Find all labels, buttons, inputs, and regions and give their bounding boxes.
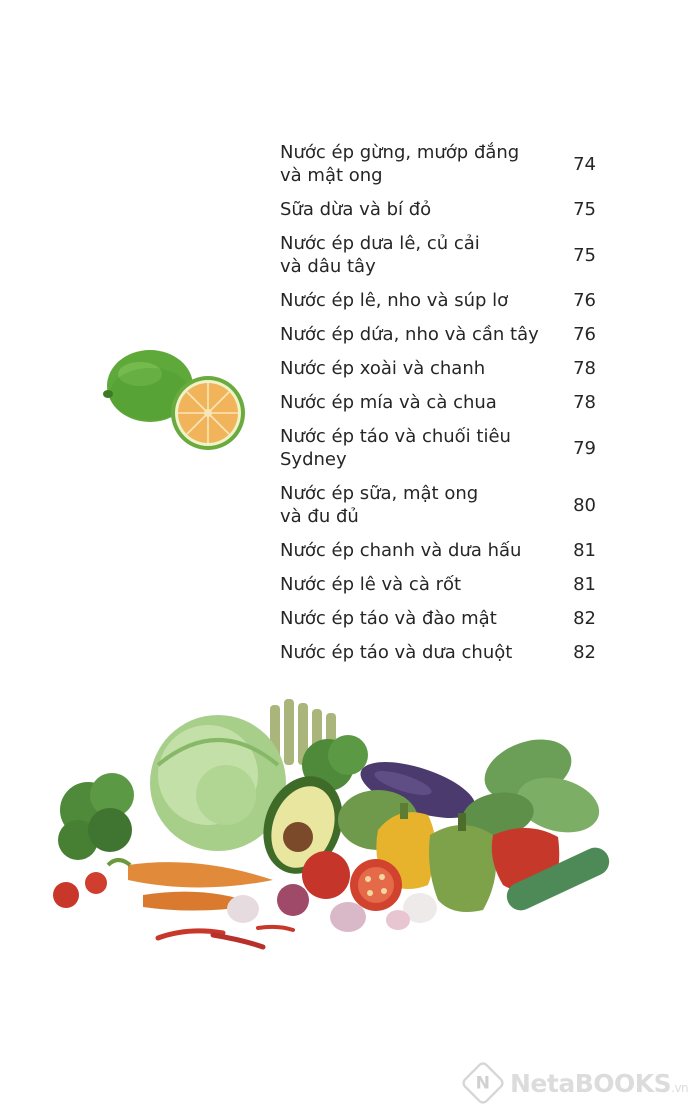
netabooks-watermark	[462, 1062, 688, 1104]
table-of-contents	[280, 141, 596, 675]
toc-page-number: 82	[573, 642, 596, 663]
toc-entry-title	[280, 232, 540, 278]
toc-page-number: 81	[573, 574, 596, 595]
netabooks-logo-icon	[460, 1060, 506, 1106]
toc-page-number: 82	[573, 608, 596, 629]
toc-entry	[280, 539, 596, 562]
watermark-text	[510, 1069, 688, 1098]
toc-title-line: Nước ép mía và cà chua	[280, 392, 497, 413]
toc-title-line: Nước ép xoài và chanh	[280, 358, 486, 379]
vegetables-illustration	[48, 695, 613, 950]
toc-entry	[280, 391, 596, 414]
toc-title-line: Nước ép táo và đào mật	[280, 608, 497, 629]
toc-entry	[280, 425, 596, 471]
watermark-logo-letter: N	[475, 1073, 491, 1093]
toc-entry-title	[280, 539, 540, 562]
toc-entry-title	[280, 323, 540, 346]
toc-title-line: Nước ép lê, nho và súp lơ	[280, 290, 509, 311]
toc-page-number: 81	[573, 540, 596, 561]
toc-entry	[280, 323, 596, 346]
toc-page-number: 75	[573, 244, 596, 266]
toc-page-number: 75	[573, 199, 596, 220]
toc-page-number: 78	[573, 358, 596, 379]
toc-entry	[280, 289, 596, 312]
toc-entry-title	[280, 607, 540, 630]
toc-title-line: và dâu tây	[280, 256, 376, 277]
toc-title-line: Nước ép dứa, nho và cần tây	[280, 324, 539, 345]
toc-entry-title	[280, 289, 540, 312]
toc-entry	[280, 198, 596, 221]
toc-title-line: và mật ong	[280, 165, 383, 186]
watermark-brand: NetaBOOKS	[510, 1068, 672, 1098]
toc-title-line: và đu đủ	[280, 506, 359, 527]
toc-entry-title	[280, 357, 540, 380]
toc-title-line: Nước ép sữa, mật ong	[280, 483, 479, 504]
toc-entry-title	[280, 391, 540, 414]
toc-page-number: 76	[573, 324, 596, 345]
toc-page-number: 79	[573, 437, 596, 459]
toc-entry-title	[280, 482, 540, 528]
toc-page-number: 76	[573, 290, 596, 311]
toc-title-line: Sydney	[280, 449, 347, 470]
toc-entry	[280, 232, 596, 278]
toc-page-number: 74	[573, 153, 596, 175]
toc-page-number: 80	[573, 494, 596, 516]
toc-entry	[280, 141, 596, 187]
toc-title-line: Nước ép dưa lê, củ cải	[280, 233, 480, 254]
toc-entry	[280, 607, 596, 630]
toc-entry-title	[280, 141, 540, 187]
toc-entry	[280, 482, 596, 528]
toc-page-number: 78	[573, 392, 596, 413]
toc-title-line: Nước ép táo và chuối tiêu	[280, 426, 511, 447]
watermark-suffix: .vn	[671, 1080, 689, 1095]
toc-title-line: Nước ép gừng, mướp đắng	[280, 142, 520, 163]
toc-entry	[280, 357, 596, 380]
toc-title-line: Nước ép táo và dưa chuột	[280, 642, 513, 663]
toc-entry	[280, 573, 596, 596]
toc-title-line: Sữa dừa và bí đỏ	[280, 199, 432, 220]
toc-entry	[280, 641, 596, 664]
toc-title-line: Nước ép chanh và dưa hấu	[280, 540, 522, 561]
toc-entry-title	[280, 425, 540, 471]
toc-entry-title	[280, 641, 540, 664]
toc-entry-title	[280, 573, 540, 596]
toc-title-line: Nước ép lê và cà rốt	[280, 574, 462, 595]
lime-illustration	[100, 342, 250, 454]
toc-entry-title	[280, 198, 540, 221]
